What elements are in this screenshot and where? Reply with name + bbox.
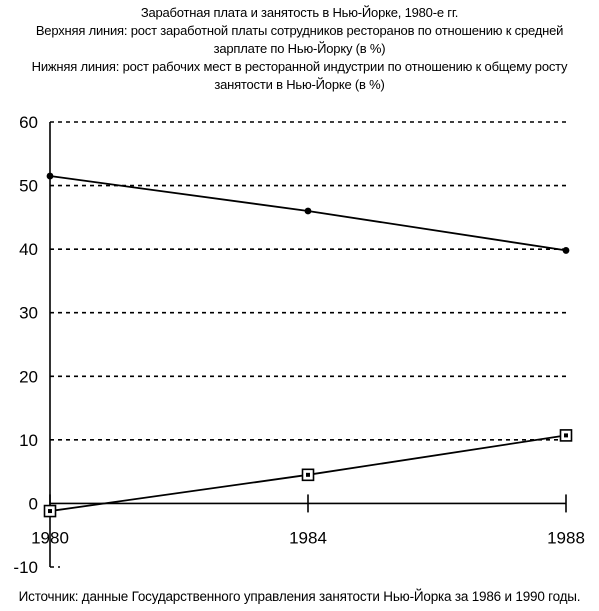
y-tick-label: 50: [19, 176, 38, 196]
data-point-dot: [47, 173, 54, 180]
chart-title: Заработная плата и занятость в Нью-Йорке, 1980-е гг.: [140, 5, 459, 20]
data-point-dot: [563, 247, 570, 254]
chart-subtitle-lower: Нижняя линия: рост рабочих мест в ресторанной индустрии по отношению к общему росту занятости в Нью-Йорке (в %): [31, 59, 568, 92]
y-tick-label: 20: [19, 367, 38, 387]
y-tick-label: 60: [19, 113, 38, 132]
chart-source: Источник: данные Государственного управления занятости Нью-Йорка за 1986 и 1990 годы.: [18, 589, 581, 604]
x-tick-label: 1984: [289, 528, 327, 548]
y-tick-label: 0: [28, 494, 38, 514]
chart-subtitle-upper: Верхняя линия: рост заработной платы сотрудников ресторанов по отношению к средней зарплате по Нью-Йорку (в %): [35, 23, 564, 56]
y-tick-label: -10: [13, 558, 38, 577]
x-tick-label: 1988: [547, 528, 585, 548]
data-point-dot: [305, 208, 312, 215]
data-point-square-center: [306, 473, 310, 477]
y-tick-label: 30: [19, 303, 38, 323]
data-point-square-center: [48, 509, 52, 513]
data-point-square-center: [564, 433, 568, 437]
y-tick-label: 10: [19, 430, 38, 450]
y-tick-label: 40: [19, 240, 38, 260]
x-tick-label: 1980: [31, 528, 69, 548]
